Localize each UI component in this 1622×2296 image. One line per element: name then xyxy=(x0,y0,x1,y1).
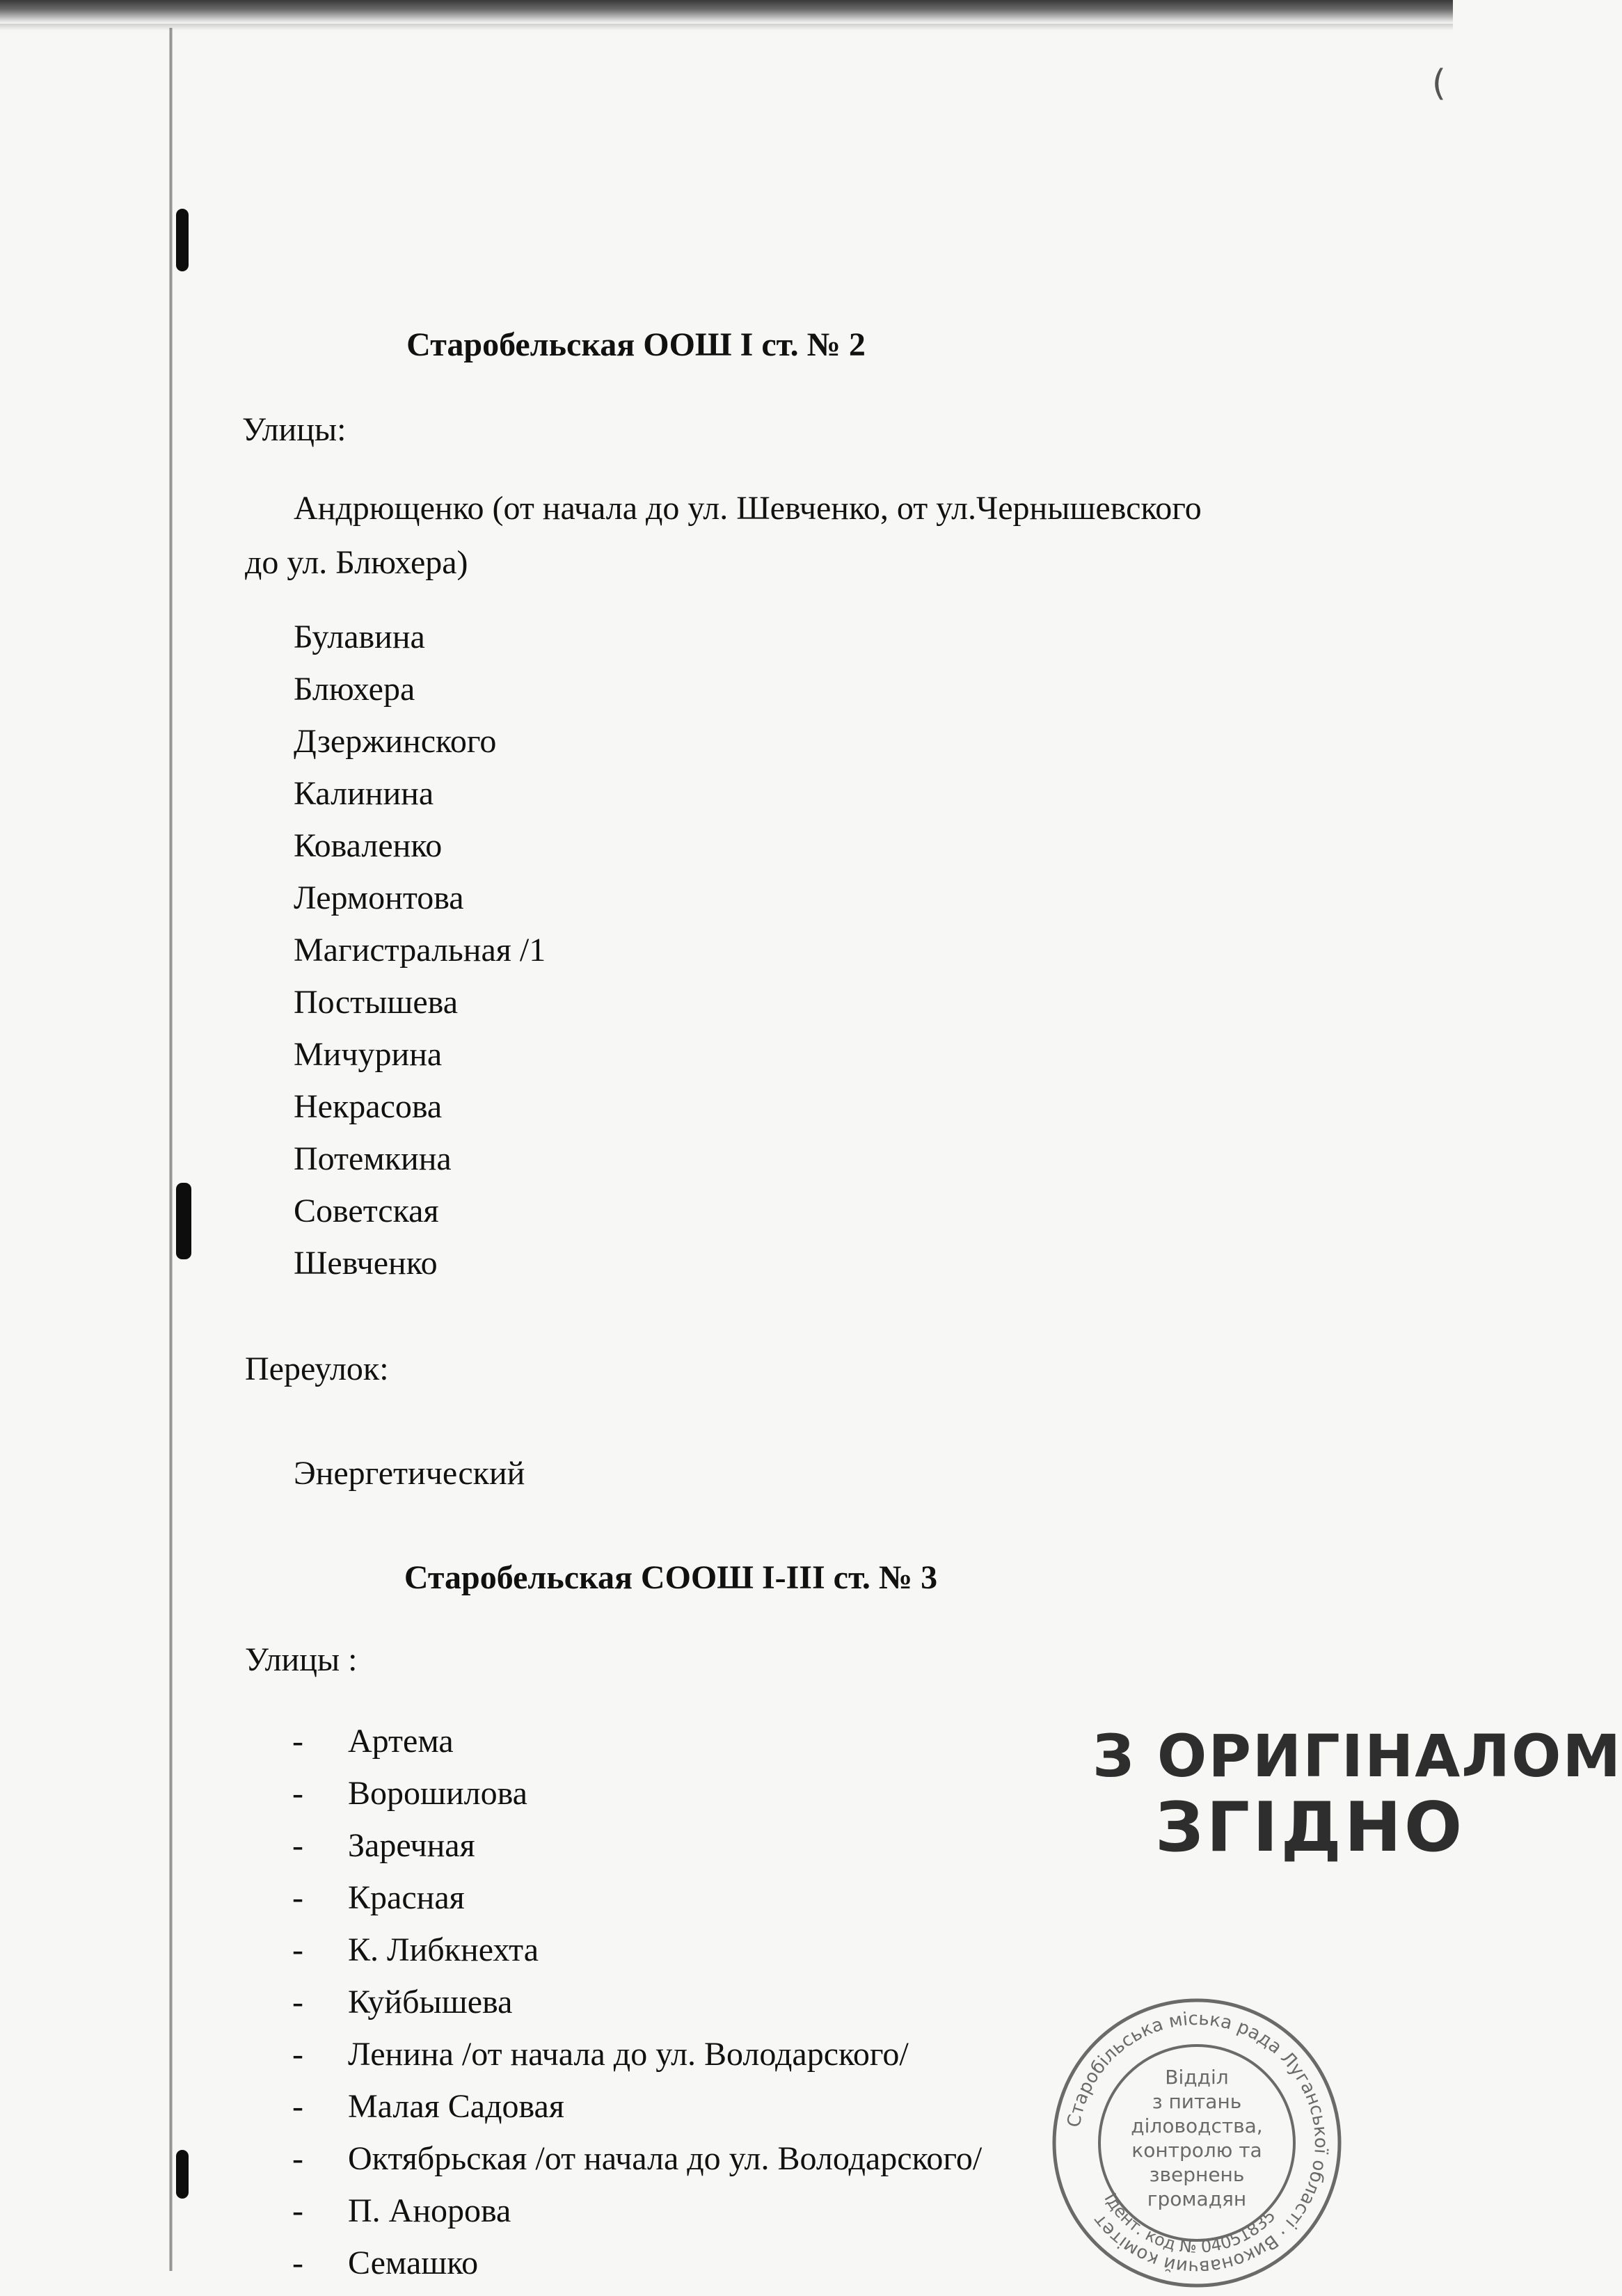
street-item: Советская xyxy=(294,1193,439,1229)
street-item: Лермонтова xyxy=(294,879,464,916)
seal-center-line: звернень xyxy=(1149,2163,1245,2186)
list-item xyxy=(292,2244,982,2296)
seal-outer-text: Старобільська міська рада Луганської області · Виконавчий комітет xyxy=(1063,2008,1332,2278)
section1-first-street-line1: Андрющенко (от начала до ул. Шевченко, от ул.Чернышевского xyxy=(294,490,1202,527)
street-item: Булавина xyxy=(294,619,425,655)
section2-street-list xyxy=(292,1722,982,2296)
section2-streets-label: Улицы : xyxy=(245,1641,358,1678)
punch-hole-middle xyxy=(176,1183,191,1259)
stamp-line-2: ЗГІДНО xyxy=(1155,1788,1465,1867)
section1-first-street-line2: до ул. Блюхера) xyxy=(245,544,468,581)
list-item xyxy=(292,1931,982,1983)
corner-mark: ( xyxy=(1431,63,1446,104)
list-item xyxy=(292,2035,982,2087)
list-item xyxy=(292,2087,982,2139)
seal-center-line: з питань xyxy=(1152,2090,1242,2113)
list-item xyxy=(292,1774,982,1826)
seal-bottom-text: Ідент. код № 04051835 xyxy=(1100,2190,1280,2257)
list-item xyxy=(292,2192,982,2244)
street-item: Постышева xyxy=(294,984,458,1021)
certified-copy-stamp xyxy=(1072,1708,1622,1875)
official-seal xyxy=(1044,1990,1350,2296)
list-bullet: - xyxy=(292,1775,303,1812)
list-bullet: - xyxy=(292,2088,303,2125)
street-name: П. Анорова xyxy=(348,2192,511,2229)
list-bullet: - xyxy=(292,1931,303,1968)
section1-streets-label: Улицы: xyxy=(242,411,347,448)
street-name: Семашко xyxy=(348,2245,479,2281)
list-bullet: - xyxy=(292,1723,303,1760)
list-bullet: - xyxy=(292,1984,303,2020)
street-item: Шевченко xyxy=(294,1245,438,1282)
street-item: Калинина xyxy=(294,775,434,812)
list-bullet: - xyxy=(292,1879,303,1916)
lane-item: Энергетический xyxy=(294,1455,525,1492)
stamp-line-1: З ОРИГІНАЛОМ xyxy=(1092,1722,1622,1790)
list-bullet: - xyxy=(292,2036,303,2073)
street-item: Потемкина xyxy=(294,1140,452,1177)
scan-top-edge-shadow xyxy=(0,24,1453,31)
street-name: Артема xyxy=(348,1723,454,1760)
list-bullet: - xyxy=(292,1827,303,1864)
street-item: Магистральная /1 xyxy=(294,932,546,968)
punch-hole-bottom xyxy=(176,2150,189,2199)
list-item xyxy=(292,1879,982,1931)
street-name: Красная xyxy=(348,1879,465,1916)
street-item: Дзержинского xyxy=(294,723,497,760)
seal-center-line: діловодства, xyxy=(1131,2114,1263,2137)
list-item xyxy=(292,1983,982,2035)
list-item xyxy=(292,2139,982,2192)
page-left-edge xyxy=(169,28,173,2271)
street-name: Заречная xyxy=(348,1827,475,1864)
street-name: Ленина /от начала до ул. Володарского/ xyxy=(348,2036,909,2073)
seal-center-line: Відділ xyxy=(1165,2066,1229,2089)
seal-center-line: громадян xyxy=(1147,2187,1247,2210)
street-item: Коваленко xyxy=(294,827,443,864)
section1-title: Старобельская ООШ I ст. № 2 xyxy=(406,326,866,363)
scan-top-edge xyxy=(0,0,1453,24)
street-name: Ворошилова xyxy=(348,1775,527,1812)
section2-title: Старобельская СООШ I-III ст. № 3 xyxy=(404,1559,938,1596)
list-bullet: - xyxy=(292,2140,303,2177)
punch-hole-top xyxy=(176,209,189,271)
street-item: Мичурина xyxy=(294,1036,443,1073)
list-bullet: - xyxy=(292,2245,303,2281)
section1-lane-label: Переулок: xyxy=(245,1350,389,1387)
street-name: Малая Садовая xyxy=(348,2088,564,2125)
street-name: Куйбышева xyxy=(348,1984,513,2020)
street-name: Октябрьская /от начала до ул. Володарского/ xyxy=(348,2140,983,2177)
street-name: К. Либкнехта xyxy=(348,1931,539,1968)
list-bullet: - xyxy=(292,2192,303,2229)
list-item xyxy=(292,1826,982,1879)
street-item: Некрасова xyxy=(294,1088,443,1125)
seal-center-line: контролю та xyxy=(1131,2139,1262,2162)
list-item xyxy=(292,1722,982,1774)
street-item: Блюхера xyxy=(294,671,415,708)
